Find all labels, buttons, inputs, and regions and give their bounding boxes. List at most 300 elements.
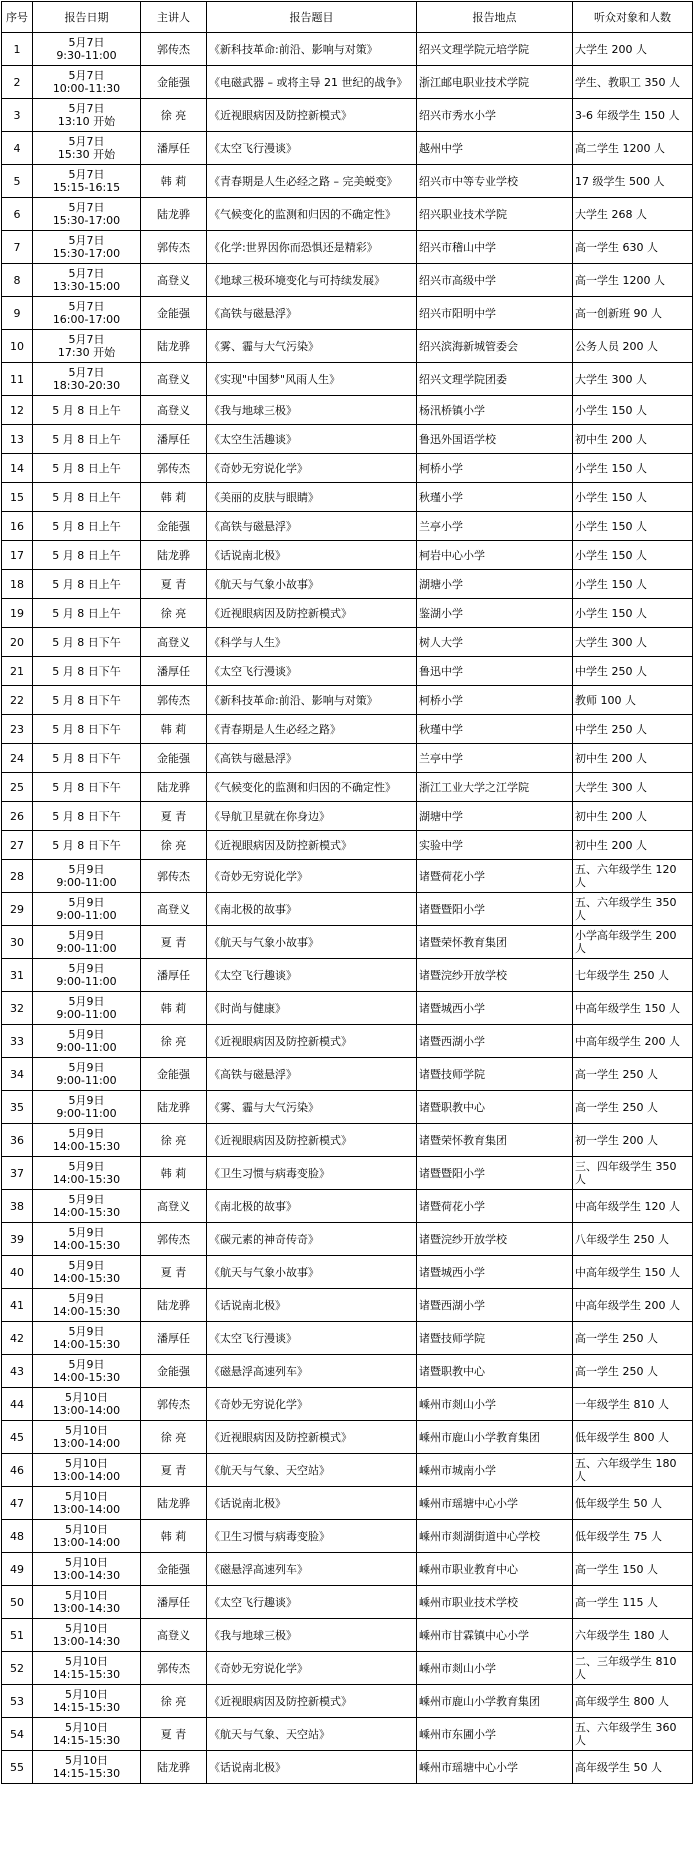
row-number: 48 [2,1520,33,1553]
row-number: 54 [2,1718,33,1751]
row-audience: 低年级学生 800 人 [573,1421,693,1454]
row-place: 诸暨技师学院 [417,1322,573,1355]
row-number: 53 [2,1685,33,1718]
row-date: 5月9日 9:00-11:00 [33,959,141,992]
table-row [2,1652,693,1685]
row-speaker: 郭传杰 [141,860,207,893]
row-number: 49 [2,1553,33,1586]
table-row [2,657,693,686]
table-row [2,744,693,773]
row-speaker: 高登义 [141,1190,207,1223]
row-date: 5月10日 13:00-14:00 [33,1454,141,1487]
row-speaker: 徐 亮 [141,99,207,132]
row-number: 42 [2,1322,33,1355]
row-date: 5月7日 16:00-17:00 [33,297,141,330]
row-date: 5月10日 14:15-15:30 [33,1718,141,1751]
row-audience: 初中生 200 人 [573,802,693,831]
header-row [2,2,693,33]
row-date: 5 月 8 日下午 [33,802,141,831]
row-audience: 七年级学生 250 人 [573,959,693,992]
row-topic: 《科学与人生》 [207,628,417,657]
row-date: 5 月 8 日上午 [33,570,141,599]
row-audience: 大学生 300 人 [573,773,693,802]
row-speaker: 陆龙骅 [141,541,207,570]
row-place: 绍兴文理学院元培学院 [417,33,573,66]
table-row [2,1487,693,1520]
row-speaker: 潘厚任 [141,1322,207,1355]
row-topic: 《近视眼病因及防控新模式》 [207,99,417,132]
row-audience: 三、四年级学生 350 人 [573,1157,693,1190]
row-audience: 高一学生 630 人 [573,231,693,264]
row-topic: 《新科技革命:前沿、影响与对策》 [207,33,417,66]
row-number: 37 [2,1157,33,1190]
row-date: 5月9日 9:00-11:00 [33,1058,141,1091]
row-number: 39 [2,1223,33,1256]
row-place: 柯桥小学 [417,454,573,483]
row-speaker: 韩 莉 [141,483,207,512]
row-number: 14 [2,454,33,483]
header-speaker: 主讲人 [141,2,207,33]
row-audience: 小学生 150 人 [573,570,693,599]
row-topic: 《美丽的皮肤与眼睛》 [207,483,417,512]
row-number: 18 [2,570,33,599]
row-topic: 《太空飞行漫谈》 [207,657,417,686]
row-audience: 中高年级学生 150 人 [573,1256,693,1289]
row-date: 5月7日 13:30-15:00 [33,264,141,297]
row-date: 5月7日 15:15-16:15 [33,165,141,198]
row-topic: 《近视眼病因及防控新模式》 [207,831,417,860]
table-row [2,363,693,396]
row-audience: 17 级学生 500 人 [573,165,693,198]
row-date: 5月9日 14:00-15:30 [33,1124,141,1157]
row-topic: 《青春期是人生必经之路 – 完美蜕变》 [207,165,417,198]
row-topic: 《奇妙无穷说化学》 [207,860,417,893]
table-row [2,831,693,860]
row-place: 嵊州市东圃小学 [417,1718,573,1751]
row-topic: 《近视眼病因及防控新模式》 [207,1421,417,1454]
row-number: 3 [2,99,33,132]
table-row [2,686,693,715]
row-topic: 《新科技革命:前沿、影响与对策》 [207,686,417,715]
row-audience: 初中生 200 人 [573,425,693,454]
table-row [2,599,693,628]
table-row [2,1586,693,1619]
row-place: 绍兴文理学院团委 [417,363,573,396]
row-audience: 中高年级学生 120 人 [573,1190,693,1223]
row-speaker: 高登义 [141,893,207,926]
row-number: 6 [2,198,33,231]
row-number: 12 [2,396,33,425]
row-place: 诸暨荣怀教育集团 [417,1124,573,1157]
table-row [2,66,693,99]
row-audience: 中高年级学生 150 人 [573,992,693,1025]
row-speaker: 金能强 [141,744,207,773]
row-speaker: 郭传杰 [141,454,207,483]
row-speaker: 潘厚任 [141,132,207,165]
row-audience: 五、六年级学生 120 人 [573,860,693,893]
row-number: 2 [2,66,33,99]
row-number: 32 [2,992,33,1025]
header-date: 报告日期 [33,2,141,33]
row-number: 24 [2,744,33,773]
row-topic: 《奇妙无穷说化学》 [207,454,417,483]
row-number: 8 [2,264,33,297]
row-audience: 高一学生 250 人 [573,1091,693,1124]
row-date: 5月7日 13:10 开始 [33,99,141,132]
row-speaker: 陆龙骅 [141,1487,207,1520]
row-audience: 大学生 200 人 [573,33,693,66]
table-row [2,992,693,1025]
row-speaker: 陆龙骅 [141,198,207,231]
table-row [2,1223,693,1256]
row-audience: 高一学生 115 人 [573,1586,693,1619]
row-topic: 《青春期是人生必经之路》 [207,715,417,744]
row-number: 33 [2,1025,33,1058]
row-number: 13 [2,425,33,454]
row-number: 55 [2,1751,33,1784]
row-place: 绍兴市秀水小学 [417,99,573,132]
row-date: 5月9日 14:00-15:30 [33,1322,141,1355]
row-number: 51 [2,1619,33,1652]
row-audience: 高一创新班 90 人 [573,297,693,330]
row-topic: 《话说南北极》 [207,1487,417,1520]
row-number: 36 [2,1124,33,1157]
row-place: 嵊州市剡湖街道中心学校 [417,1520,573,1553]
row-place: 诸暨职教中心 [417,1355,573,1388]
row-place: 绍兴滨海新城管委会 [417,330,573,363]
row-number: 11 [2,363,33,396]
row-number: 50 [2,1586,33,1619]
row-speaker: 韩 莉 [141,1520,207,1553]
row-audience: 初中生 200 人 [573,744,693,773]
row-audience: 高一学生 250 人 [573,1322,693,1355]
row-topic: 《时尚与健康》 [207,992,417,1025]
table-row [2,99,693,132]
row-date: 5 月 8 日上午 [33,454,141,483]
row-date: 5月7日 15:30 开始 [33,132,141,165]
row-audience: 五、六年级学生 360 人 [573,1718,693,1751]
row-topic: 《航天与气象小故事》 [207,570,417,599]
row-audience: 高一学生 150 人 [573,1553,693,1586]
row-topic: 《实现"中国梦"风雨人生》 [207,363,417,396]
row-place: 鉴湖小学 [417,599,573,628]
row-number: 16 [2,512,33,541]
row-topic: 《我与地球三极》 [207,396,417,425]
row-place: 兰亭中学 [417,744,573,773]
row-place: 诸暨西湖小学 [417,1289,573,1322]
row-audience: 低年级学生 75 人 [573,1520,693,1553]
row-topic: 《导航卫星就在你身边》 [207,802,417,831]
row-audience: 初中生 200 人 [573,831,693,860]
row-audience: 五、六年级学生 350 人 [573,893,693,926]
table-row [2,1388,693,1421]
row-date: 5 月 8 日上午 [33,425,141,454]
row-place: 绍兴市高级中学 [417,264,573,297]
row-speaker: 金能强 [141,66,207,99]
row-number: 30 [2,926,33,959]
row-topic: 《太空飞行趣谈》 [207,959,417,992]
row-place: 诸暨浣纱开放学校 [417,1223,573,1256]
row-number: 23 [2,715,33,744]
row-number: 34 [2,1058,33,1091]
row-topic: 《南北极的故事》 [207,893,417,926]
row-date: 5 月 8 日上午 [33,599,141,628]
row-topic: 《话说南北极》 [207,541,417,570]
row-speaker: 韩 莉 [141,715,207,744]
table-row [2,570,693,599]
row-place: 鲁迅中学 [417,657,573,686]
table-row [2,1553,693,1586]
row-speaker: 夏 青 [141,1256,207,1289]
row-place: 兰亭小学 [417,512,573,541]
row-audience: 3-6 年级学生 150 人 [573,99,693,132]
row-audience: 学生、教职工 350 人 [573,66,693,99]
row-speaker: 徐 亮 [141,1124,207,1157]
row-speaker: 高登义 [141,264,207,297]
row-speaker: 潘厚任 [141,1586,207,1619]
row-number: 20 [2,628,33,657]
row-audience: 小学高年级学生 200 人 [573,926,693,959]
row-audience: 大学生 300 人 [573,628,693,657]
row-topic: 《话说南北极》 [207,1289,417,1322]
row-date: 5 月 8 日上午 [33,483,141,512]
row-number: 46 [2,1454,33,1487]
row-speaker: 郭传杰 [141,686,207,715]
row-speaker: 徐 亮 [141,1685,207,1718]
row-audience: 高年级学生 800 人 [573,1685,693,1718]
row-number: 52 [2,1652,33,1685]
table-row [2,715,693,744]
row-speaker: 徐 亮 [141,1025,207,1058]
row-date: 5 月 8 日下午 [33,628,141,657]
row-topic: 《卫生习惯与病毒变脸》 [207,1157,417,1190]
row-topic: 《卫生习惯与病毒变脸》 [207,1520,417,1553]
row-date: 5月10日 14:15-15:30 [33,1652,141,1685]
row-speaker: 金能强 [141,1058,207,1091]
table-row [2,231,693,264]
row-speaker: 潘厚任 [141,425,207,454]
row-date: 5 月 8 日下午 [33,657,141,686]
row-topic: 《地球三极环境变化与可持续发展》 [207,264,417,297]
row-place: 嵊州市瑶塘中心小学 [417,1487,573,1520]
row-number: 5 [2,165,33,198]
table-row [2,1751,693,1784]
row-speaker: 金能强 [141,297,207,330]
row-place: 诸暨城西小学 [417,1256,573,1289]
row-speaker: 郭传杰 [141,1652,207,1685]
row-speaker: 夏 青 [141,570,207,599]
row-number: 41 [2,1289,33,1322]
row-place: 绍兴市中等专业学校 [417,165,573,198]
row-topic: 《太空生活趣谈》 [207,425,417,454]
row-topic: 《航天与气象、天空站》 [207,1454,417,1487]
table-row [2,1025,693,1058]
row-number: 9 [2,297,33,330]
row-audience: 小学生 150 人 [573,599,693,628]
row-topic: 《高铁与磁悬浮》 [207,512,417,541]
row-date: 5月9日 14:00-15:30 [33,1157,141,1190]
header-topic: 报告题目 [207,2,417,33]
row-date: 5 月 8 日下午 [33,744,141,773]
row-number: 10 [2,330,33,363]
row-speaker: 陆龙骅 [141,1289,207,1322]
row-audience: 中高年级学生 200 人 [573,1025,693,1058]
table-row [2,132,693,165]
row-audience: 高一学生 250 人 [573,1355,693,1388]
row-audience: 小学生 150 人 [573,512,693,541]
row-speaker: 郭传杰 [141,231,207,264]
row-speaker: 金能强 [141,512,207,541]
row-audience: 六年级学生 180 人 [573,1619,693,1652]
table-row [2,541,693,570]
row-audience: 公务人员 200 人 [573,330,693,363]
row-speaker: 夏 青 [141,1718,207,1751]
row-place: 树人大学 [417,628,573,657]
row-audience: 八年级学生 250 人 [573,1223,693,1256]
row-place: 诸暨暨阳小学 [417,893,573,926]
row-topic: 《高铁与磁悬浮》 [207,1058,417,1091]
row-topic: 《气候变化的监测和归因的不确定性》 [207,773,417,802]
table-row [2,926,693,959]
table-row [2,33,693,66]
row-speaker: 徐 亮 [141,1421,207,1454]
row-date: 5月9日 9:00-11:00 [33,1091,141,1124]
row-date: 5月9日 14:00-15:30 [33,1223,141,1256]
table-row [2,1619,693,1652]
row-topic: 《南北极的故事》 [207,1190,417,1223]
row-place: 杨汛桥镇小学 [417,396,573,425]
row-topic: 《近视眼病因及防控新模式》 [207,1025,417,1058]
row-speaker: 高登义 [141,1619,207,1652]
row-topic: 《磁悬浮高速列车》 [207,1355,417,1388]
table-body [2,33,693,1784]
header-place: 报告地点 [417,2,573,33]
table-row [2,454,693,483]
row-place: 诸暨城西小学 [417,992,573,1025]
row-number: 17 [2,541,33,570]
row-date: 5 月 8 日上午 [33,396,141,425]
table-row [2,264,693,297]
row-place: 湖塘中学 [417,802,573,831]
row-audience: 小学生 150 人 [573,541,693,570]
row-number: 19 [2,599,33,628]
table-row [2,512,693,541]
row-number: 27 [2,831,33,860]
row-topic: 《雾、霾与大气污染》 [207,1091,417,1124]
row-date: 5 月 8 日上午 [33,512,141,541]
row-date: 5月10日 13:00-14:00 [33,1520,141,1553]
row-audience: 低年级学生 50 人 [573,1487,693,1520]
row-date: 5月9日 9:00-11:00 [33,926,141,959]
row-audience: 小学生 150 人 [573,483,693,512]
table-row [2,396,693,425]
row-audience: 高一学生 250 人 [573,1058,693,1091]
row-audience: 大学生 300 人 [573,363,693,396]
row-number: 15 [2,483,33,512]
row-date: 5 月 8 日下午 [33,686,141,715]
row-date: 5月10日 14:15-15:30 [33,1751,141,1784]
row-audience: 小学生 150 人 [573,454,693,483]
table-row [2,1124,693,1157]
row-topic: 《高铁与磁悬浮》 [207,744,417,773]
row-place: 诸暨荷花小学 [417,1190,573,1223]
row-speaker: 高登义 [141,396,207,425]
row-date: 5月7日 18:30-20:30 [33,363,141,396]
table-row [2,1190,693,1223]
row-topic: 《话说南北极》 [207,1751,417,1784]
table-row [2,1256,693,1289]
row-topic: 《近视眼病因及防控新模式》 [207,1685,417,1718]
row-topic: 《近视眼病因及防控新模式》 [207,599,417,628]
table-row [2,483,693,512]
row-speaker: 夏 青 [141,802,207,831]
row-topic: 《我与地球三极》 [207,1619,417,1652]
row-speaker: 陆龙骅 [141,773,207,802]
table-row [2,860,693,893]
table-row [2,1718,693,1751]
row-place: 越州中学 [417,132,573,165]
row-topic: 《雾、霾与大气污染》 [207,330,417,363]
row-place: 诸暨职教中心 [417,1091,573,1124]
row-place: 嵊州市剡山小学 [417,1652,573,1685]
row-audience: 中学生 250 人 [573,657,693,686]
table-row [2,1091,693,1124]
row-date: 5月10日 13:00-14:00 [33,1421,141,1454]
row-place: 嵊州市瑶塘中心小学 [417,1751,573,1784]
table-row [2,198,693,231]
table-row [2,1058,693,1091]
row-place: 湖塘小学 [417,570,573,599]
row-audience: 教师 100 人 [573,686,693,715]
row-speaker: 夏 青 [141,1454,207,1487]
row-topic: 《电磁武器 – 或将主导 21 世纪的战争》 [207,66,417,99]
row-speaker: 金能强 [141,1355,207,1388]
row-audience: 中学生 250 人 [573,715,693,744]
table-row [2,297,693,330]
row-speaker: 高登义 [141,363,207,396]
row-speaker: 郭传杰 [141,1223,207,1256]
row-speaker: 韩 莉 [141,992,207,1025]
row-date: 5 月 8 日上午 [33,541,141,570]
row-topic: 《航天与气象、天空站》 [207,1718,417,1751]
table-row [2,165,693,198]
row-speaker: 郭传杰 [141,33,207,66]
row-date: 5月9日 9:00-11:00 [33,1025,141,1058]
row-date: 5月10日 13:00-14:30 [33,1553,141,1586]
table-row [2,330,693,363]
table-row [2,1289,693,1322]
table-row [2,1454,693,1487]
row-topic: 《碳元素的神奇传奇》 [207,1223,417,1256]
row-audience: 五、六年级学生 180 人 [573,1454,693,1487]
row-number: 47 [2,1487,33,1520]
row-place: 诸暨荷花小学 [417,860,573,893]
row-place: 诸暨浣纱开放学校 [417,959,573,992]
table-row [2,1355,693,1388]
table-row [2,1421,693,1454]
row-date: 5月7日 10:00-11:30 [33,66,141,99]
row-place: 绍兴市稽山中学 [417,231,573,264]
row-date: 5月7日 15:30-17:00 [33,231,141,264]
row-date: 5月7日 15:30-17:00 [33,198,141,231]
row-number: 25 [2,773,33,802]
row-place: 嵊州市鹿山小学教育集团 [417,1421,573,1454]
row-place: 柯桥小学 [417,686,573,715]
table-row [2,959,693,992]
row-audience: 小学生 150 人 [573,396,693,425]
row-number: 28 [2,860,33,893]
row-topic: 《航天与气象小故事》 [207,1256,417,1289]
